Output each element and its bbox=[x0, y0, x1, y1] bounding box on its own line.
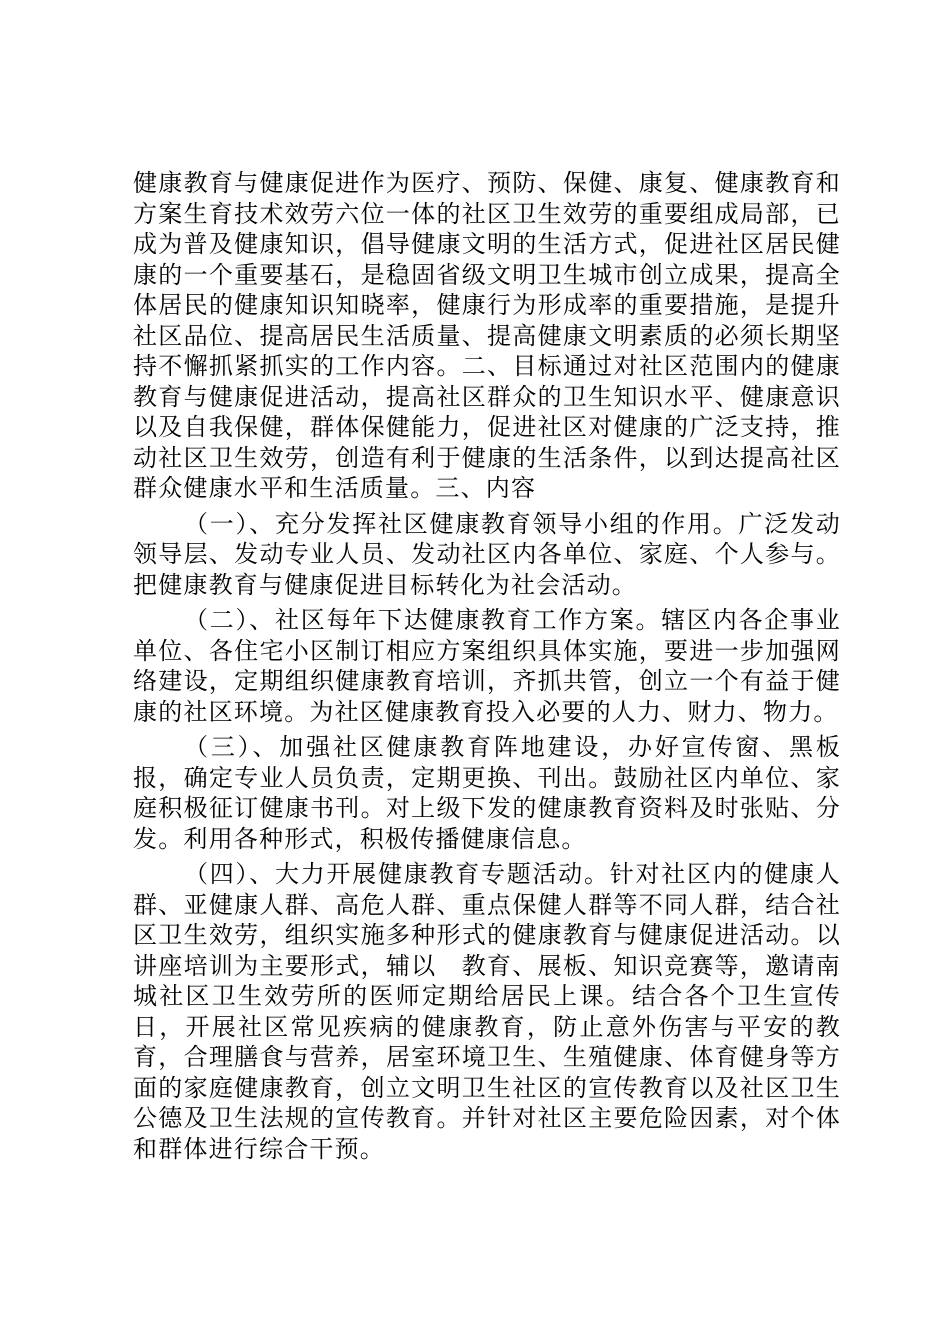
document-page bbox=[133, 168, 841, 1169]
section-item-4-paragraph: （四）、大力开展健康教育专题活动。针对社区内的健康人群、亚健康人群、高危人群、重点保健人群等不同人群，结合社区卫生效劳，组织实施多种形式的健康教育与健康促进活动。以讲座培训为主要形式，辅以 教育、展板、知识竞赛等，邀请南城社区卫生效劳所的医师定期给居民上课。结合各个卫生宣传日，开展社区常见疾病的健康教育，防止意外伤害与平安的教育，合理膳食与营养，居室环境卫生、生殖健康、体育健身等方面的家庭健康教育，创立文明卫生社区的宣传教育以及社区卫生公德及卫生法规的宣传教育。并针对社区主要危险因素，对个体和群体进行综合干预。 bbox=[133, 860, 841, 1163]
section-item-3-paragraph: （三）、加强社区健康教育阵地建设，办好宣传窗、黑板报，确定专业人员负责，定期更换、刊出。鼓励社区内单位、家庭积极征订健康书刊。对上级下发的健康教育资料及时张贴、分发。利用各种形式，积极传播健康信息。 bbox=[133, 733, 841, 853]
section-item-1-paragraph: （一）、充分发挥社区健康教育领导小组的作用。广泛发动领导层、发动专业人员、发动社区内各单位、家庭、个人参与。把健康教育与健康促进目标转化为社会活动。 bbox=[133, 509, 841, 599]
intro-paragraph: 健康教育与健康促进作为医疗、预防、保健、康复、健康教育和方案生育技术效劳六位一体的社区卫生效劳的重要组成局部，已成为普及健康知识，倡导健康文明的生活方式，促进社区居民健康的一个重要基石，是稳固省级文明卫生城市创立成果，提高全体居民的健康知识知晓率，健康行为形成率的重要措施，是提升社区品位、提高居民生活质量、提高健康文明素质的必须长期坚持不懈抓紧抓实的工作内容。二、目标通过对社区范围内的健康教育与健康促进活动，提高社区群众的卫生知识水平、健康意识以及自我保健，群体保健能力，促进社区对健康的广泛支持，推动社区卫生效劳，创造有利于健康的生活条件，以到达提高社区群众健康水平和生活质量。三、内容 bbox=[133, 169, 841, 502]
section-item-2-paragraph: （二）、社区每年下达健康教育工作方案。辖区内各企事业单位、各住宅小区制订相应方案组织具体实施，要进一步加强网络建设，定期组织健康教育培训，齐抓共管，创立一个有益于健康的社区环境。为社区健康教育投入必要的人力、财力、物力。 bbox=[133, 606, 841, 726]
